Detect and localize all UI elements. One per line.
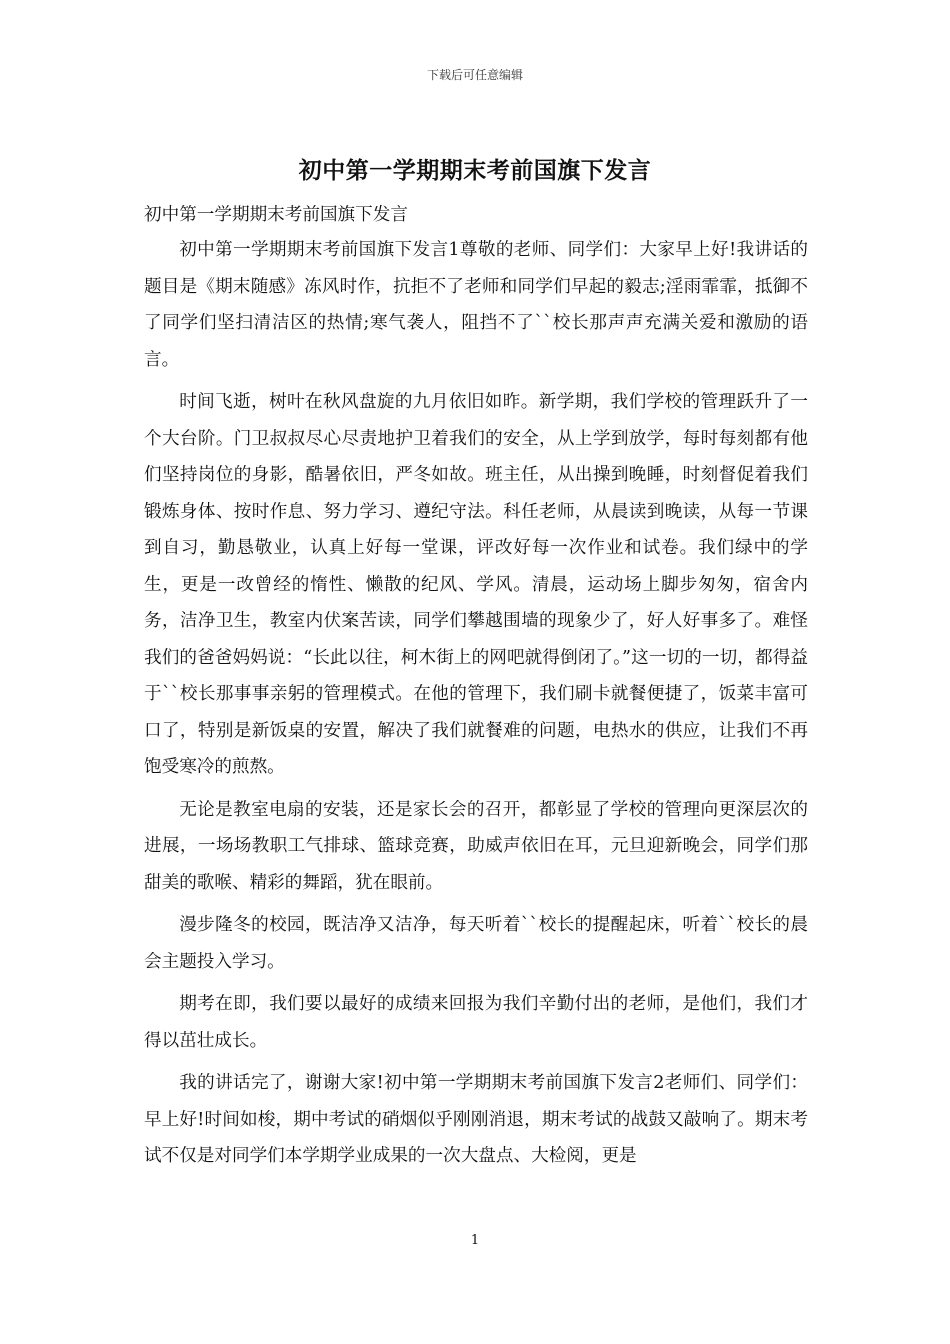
document-body	[144, 200, 808, 1181]
document-subtitle: 初中第一学期期末考前国旗下发言	[144, 205, 408, 225]
paragraph-1: 初中第一学期期末考前国旗下发言1尊敬的老师、同学们：大家早上好!我讲话的题目是《期末随感》冻风时作，抗拒不了老师和同学们早起的毅志;淫雨霏霏，抵御不了同学们坚扫清洁区的热情;寒气袭人，阻挡不了``校长那声声充满关爱和激励的语言。	[144, 240, 808, 370]
header-note: 下载后可任意编辑	[426, 68, 523, 82]
paragraph-6: 我的讲话完了，谢谢大家!初中第一学期期末考前国旗下发言2老师们、同学们：早上好!时间如梭，期中考试的硝烟似乎刚刚消退，期末考试的战鼓又敲响了。期末考试不仅是对同学们本学期学业成果的一次大盘点、大检阅，更是	[144, 1073, 808, 1166]
paragraph-3: 无论是教室电扇的安装，还是家长会的召开，都彰显了学校的管理向更深层次的进展，一场场教职工气排球、篮球竞赛，助威声依旧在耳，元旦迎新晚会，同学们那甜美的歌喉、精彩的舞蹈，犹在眼前。	[144, 799, 808, 893]
document-title: 初中第一学期期末考前国旗下发言	[298, 157, 652, 184]
paragraph-2: 时间飞逝，树叶在秋风盘旋的九月依旧如昨。新学期，我们学校的管理跃升了一个大台阶。门卫叔叔尽心尽责地护卫着我们的安全，从上学到放学，每时每刻都有他们坚持岗位的身影，酷暑依旧，严冬如故。班主任，从出操到晚睡，时刻督促着我们锻炼身体、按时作息、努力学习、遵纪守法。科任老师，从晨读到晚读，从每一节课到自习，勤恳敬业，认真上好每一堂课，评改好每一次作业和试卷。我们绿中的学生，更是一改曾经的惰性、懒散的纪风、学风。清晨，运动场上脚步匆匆，宿舍内务，洁净卫生，教室内伏案苦读，同学们攀越围墙的现象少了，好人好事多了。难怪我们的爸爸妈妈说：“长此以往，柯木街上的网吧就得倒闭了。”这一切的一切，都得益于``校长那事事亲躬的管理模式。在他的管理下，我们刷卡就餐便捷了，饭菜丰富可口了，特别是新饭桌的安置，解决了我们就餐难的问题，电热水的供应，让我们不再饱受寒冷的煎熬。	[144, 392, 808, 777]
paragraph-5: 期考在即，我们要以最好的成绩来回报为我们辛勤付出的老师，是他们，我们才得以茁壮成长。	[144, 994, 808, 1051]
paragraph-4: 漫步隆冬的校园，既洁净又洁净，每天听着``校长的提醒起床，听着``校长的晨会主题投入学习。	[144, 915, 808, 972]
page-number: 1	[470, 1233, 480, 1248]
